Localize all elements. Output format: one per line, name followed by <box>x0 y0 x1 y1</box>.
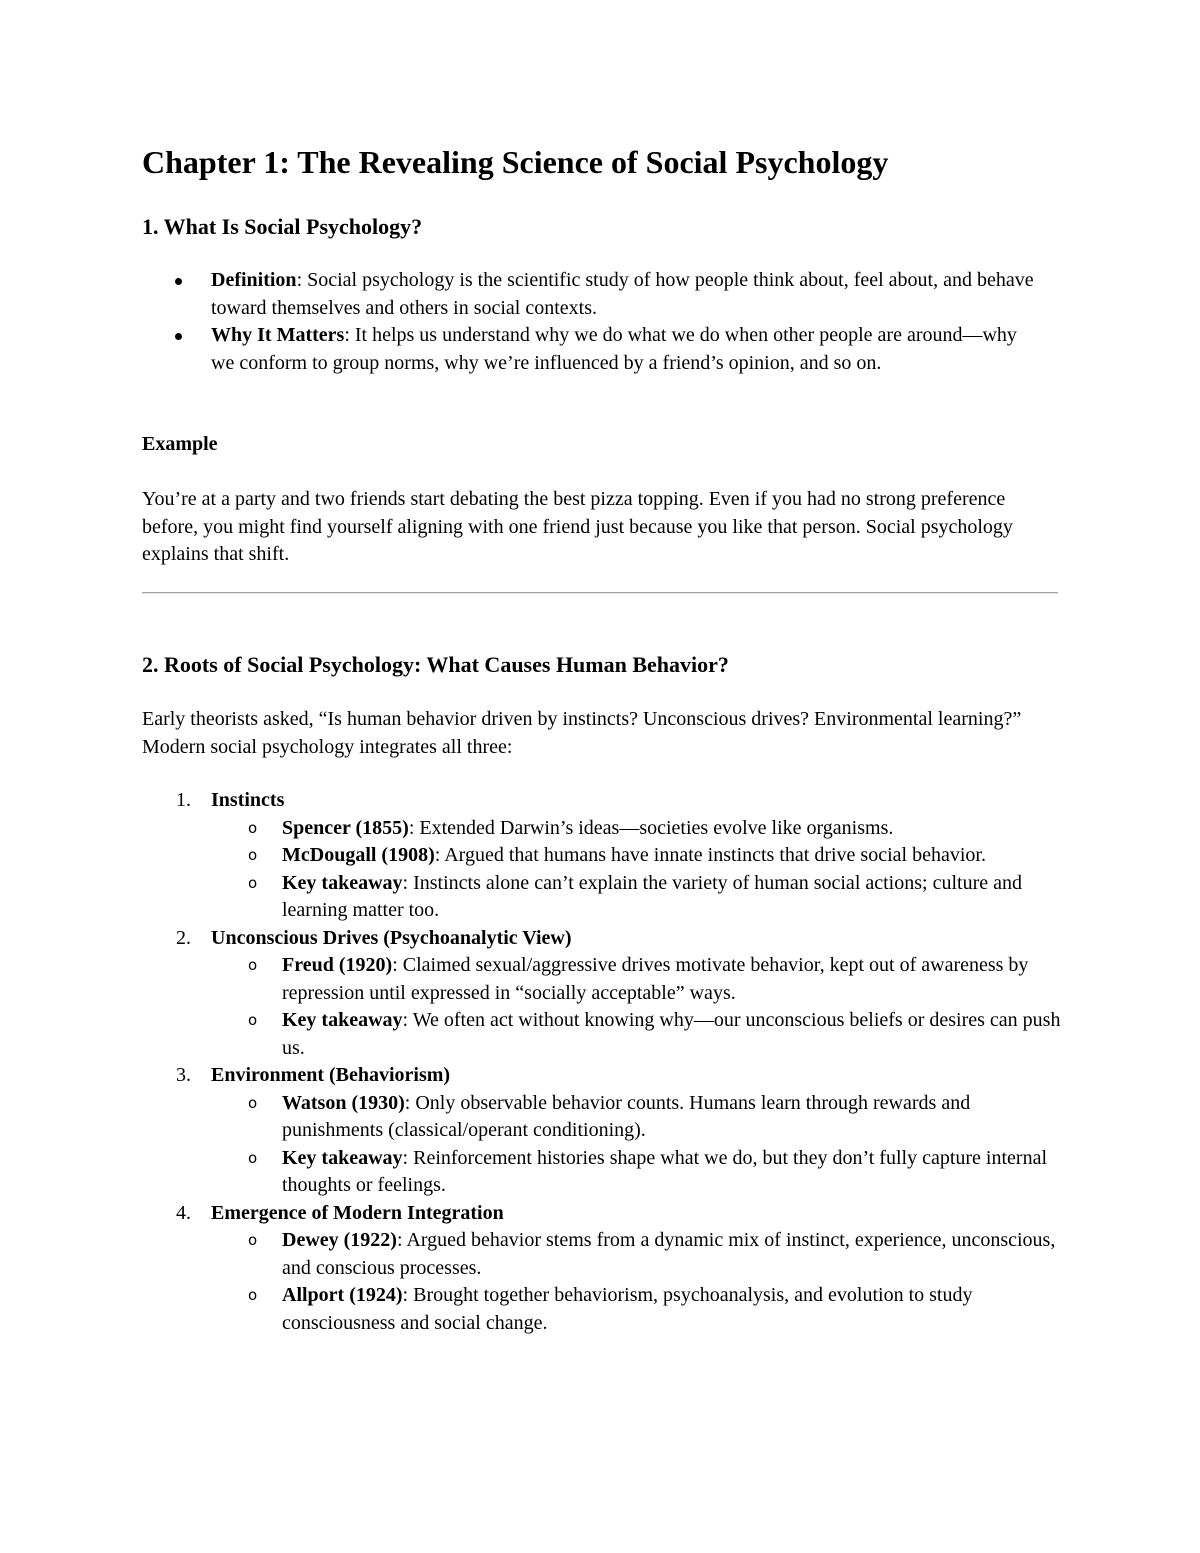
bullet-icon <box>175 333 182 340</box>
circle-bullet-icon: o <box>248 846 258 864</box>
term-text: : Brought together behaviorism, psychoanalysis, and evolution to study consciousness and social change. <box>282 1284 973 1334</box>
term-text: : Argued behavior stems from a dynamic mix of instinct, experience, unconscious, and conscious processes. <box>282 1229 1056 1279</box>
sub-list-item <box>142 1145 1062 1200</box>
numbered-list <box>142 787 1062 1337</box>
sub-list-item <box>142 952 1062 1007</box>
term-text: : Reinforcement histories shape what we do, but they don’t fully capture internal thoughts or feelings. <box>282 1146 1047 1196</box>
bullet-icon <box>175 278 182 285</box>
term-label: Spencer (1855) <box>282 816 409 839</box>
term-text: : Instincts alone can’t explain the variety of human social actions; culture and learning matter too. <box>282 871 1022 921</box>
sub-list-item <box>142 870 1062 925</box>
page-title: Chapter 1: The Revealing Science of Social Psychology <box>142 144 889 180</box>
term-label: Dewey (1922) <box>282 1229 397 1251</box>
term-text: : Argued that humans have innate instincts that drive social behavior. <box>434 844 986 866</box>
item-title: Emergence of Modern Integration <box>211 1201 504 1224</box>
sub-list-item <box>142 1282 1062 1337</box>
term-label: Why It Matters <box>211 324 345 346</box>
circle-bullet-icon: o <box>248 873 258 892</box>
intro-paragraph: Early theorists asked, “Is human behavior driven by instincts? Unconscious drives? Environmental learning?” Modern social psychology integrates all three: <box>142 708 1022 758</box>
section-heading: 2. Roots of Social Psychology: What Causes Human Behavior? <box>142 652 729 677</box>
circle-bullet-icon: o <box>248 956 258 974</box>
item-number: 1. <box>176 789 191 811</box>
list-item <box>142 1062 1062 1200</box>
sub-list <box>211 815 1062 925</box>
sub-list-item <box>142 1007 1062 1062</box>
list-item <box>142 1200 1062 1338</box>
circle-bullet-icon: o <box>248 1231 258 1249</box>
item-number: 3. <box>176 1064 191 1086</box>
sub-list <box>211 1090 1062 1200</box>
list-item <box>142 322 1042 377</box>
sub-list-item <box>142 1090 1062 1145</box>
term-label: McDougall (1908) <box>282 844 435 866</box>
list-item <box>142 267 1042 322</box>
sub-list-item <box>142 842 1062 870</box>
example-heading: Example <box>142 433 218 455</box>
term-text: : Only observable behavior counts. Humans learn through rewards and punishments (classical/operant conditioning). <box>282 1091 971 1141</box>
term-label: Key takeaway <box>282 871 403 894</box>
term-text: : Social psychology is the scientific study of how people think about, feel about, and behave toward themselves and others in social contexts. <box>211 269 1034 319</box>
horizontal-rule <box>142 592 1058 594</box>
term-text: : We often act without knowing why—our unconscious beliefs or desires can push us. <box>282 1009 1061 1059</box>
list-item <box>142 925 1062 1063</box>
circle-bullet-icon: o <box>248 1011 258 1029</box>
section-heading: 1. What Is Social Psychology? <box>142 214 423 239</box>
example-paragraph: You’re at a party and two friends start debating the best pizza topping. Even if you had no strong preference before, you might find yourself aligning with one friend just because you like that person. Social psychology explains that shift. <box>142 488 1013 565</box>
bullet-list <box>142 267 1042 377</box>
term-label: Definition <box>211 269 297 291</box>
circle-bullet-icon: o <box>248 818 258 837</box>
term-label: Key takeaway <box>282 1146 403 1169</box>
item-number: 4. <box>176 1201 191 1224</box>
item-title: Environment (Behaviorism) <box>211 1064 451 1086</box>
sub-list-item <box>142 1227 1062 1282</box>
list-item <box>142 787 1062 925</box>
term-label: Key takeaway <box>282 1009 403 1031</box>
term-label: Freud (1920) <box>282 954 393 976</box>
circle-bullet-icon: o <box>248 1093 258 1112</box>
term-text: : It helps us understand why we do what we do when other people are around—why we conform to group norms, why we’re influenced by a friend’s opinion, and so on. <box>211 324 1017 374</box>
sub-list <box>211 1227 1062 1337</box>
sub-list-item <box>142 815 1062 843</box>
term-text: : Claimed sexual/aggressive drives motivate behavior, kept out of awareness by repression until expressed in “socially acceptable” ways. <box>282 954 1029 1004</box>
item-title: Instincts <box>211 789 285 811</box>
circle-bullet-icon: o <box>248 1286 258 1304</box>
item-number: 2. <box>176 926 191 949</box>
term-label: Watson (1930) <box>282 1091 405 1114</box>
term-text: : Extended Darwin’s ideas—societies evolve like organisms. <box>408 816 894 839</box>
sub-list <box>211 952 1062 1062</box>
circle-bullet-icon: o <box>248 1148 258 1167</box>
item-title: Unconscious Drives (Psychoanalytic View) <box>211 926 572 949</box>
term-label: Allport (1924) <box>282 1284 403 1306</box>
